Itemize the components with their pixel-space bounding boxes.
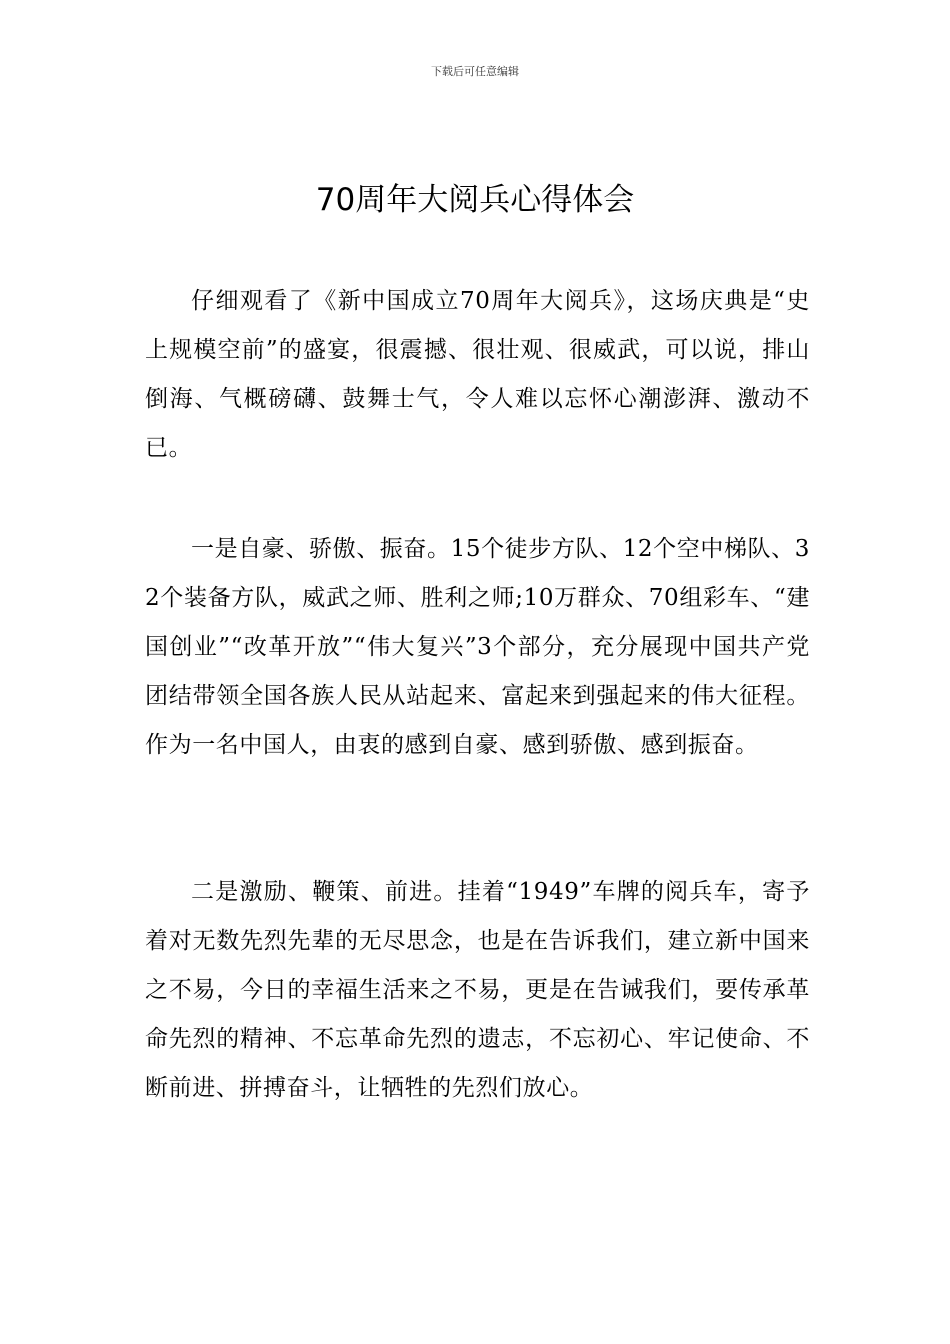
paragraph-pride: 一是自豪、骄傲、振奋。15个徒步方队、12个空中梯队、32个装备方队，威武之师、胜利之师;10万群众、70组彩车、“建国创业”“改革开放”“伟大复兴”3个部分，充分展现中国共产党团结带领全国各族人民从站起来、富起来到强起来的伟大征程。作为一名中国人，由衷的感到自豪、感到骄傲、感到振奋。 (145, 536, 810, 758)
paragraph-inspiration: 二是激励、鞭策、前进。挂着“1949”车牌的阅兵车，寄予着对无数先烈先辈的无尽思念，也是在告诉我们，建立新中国来之不易，今日的幸福生活来之不易，更是在告诫我们，要传承革命先烈的精神、不忘革命先烈的遗志，不忘初心、牢记使命、不断前进、拼搏奋斗，让牺牲的先烈们放心。 (145, 879, 810, 1101)
header-note: 下载后可任意编辑 (431, 65, 519, 78)
document-title: 70周年大阅兵心得体会 (315, 182, 635, 218)
paragraph-intro: 仔细观看了《新中国成立70周年大阅兵》，这场庆典是“史上规模空前”的盛宴，很震撼、很壮观、很威武，可以说，排山倒海、气概磅礴、鼓舞士气，令人难以忘怀心潮澎湃、激动不已。 (145, 288, 810, 461)
